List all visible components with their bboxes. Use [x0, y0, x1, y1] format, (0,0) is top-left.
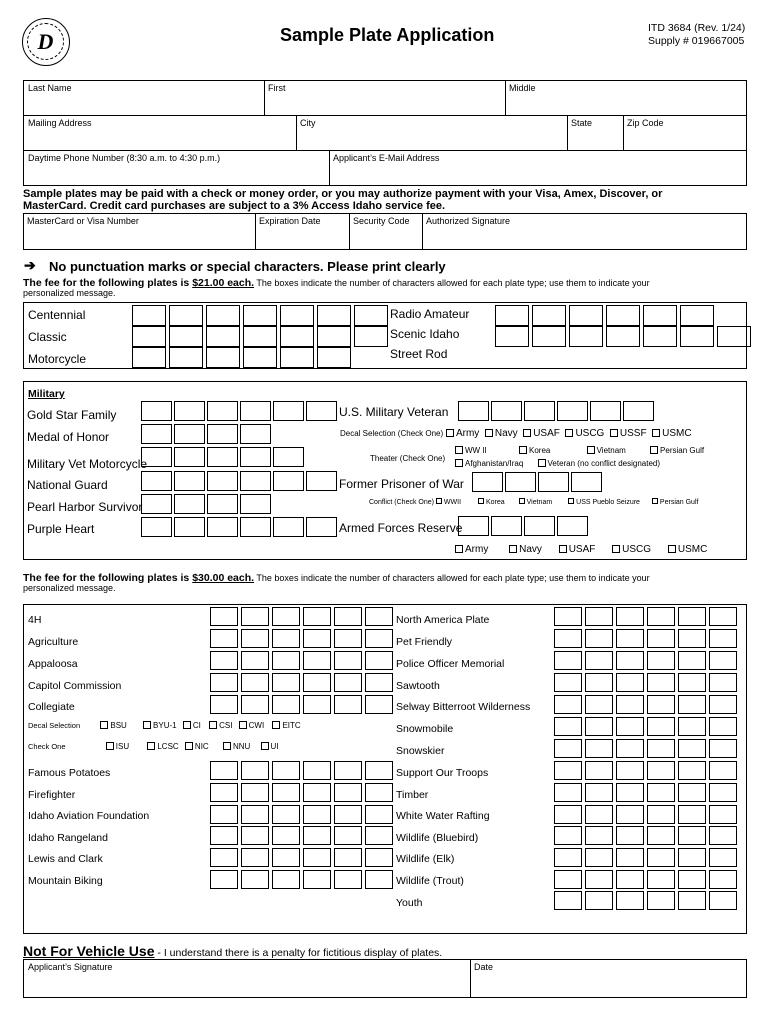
plate-label: Classic: [28, 330, 67, 344]
plate-label: Former Prisoner of War: [339, 477, 464, 491]
centennial-boxes[interactable]: [132, 305, 391, 326]
city-field[interactable]: City: [300, 118, 316, 128]
theater-label: Theater (Check One): [370, 454, 446, 463]
checkbox-nnu[interactable]: NNU: [223, 742, 250, 751]
plate-label: Collegiate: [28, 701, 75, 713]
payment-notice: Sample plates may be paid with a check or money order, or you may authorize payment with your Visa, Amex, Discover, or MasterCard. Credit card purchases are subject to a 3% Access Idaho service fee.: [23, 188, 663, 212]
plate-label: Wildlife (Elk): [396, 853, 455, 865]
motorcycle-boxes[interactable]: [132, 347, 354, 368]
pow-boxes[interactable]: [472, 472, 604, 492]
troops-boxes[interactable]: [554, 761, 740, 780]
plate-label: Timber: [396, 789, 429, 801]
plate-label: Radio Amateur: [390, 307, 470, 321]
checkbox-conflict-persian-gulf[interactable]: Persian Gulf: [652, 499, 699, 506]
form-number: ITD 3684 (Rev. 1/24): [648, 22, 746, 34]
checkbox-vietnam[interactable]: Vietnam: [587, 446, 626, 455]
plate-label: Medal of Honor: [27, 430, 110, 444]
plate-label: Scenic Idaho: [390, 327, 460, 341]
sawtooth-boxes[interactable]: [554, 673, 740, 692]
bluebird-boxes[interactable]: [554, 826, 740, 845]
plate-label: Lewis and Clark: [28, 853, 103, 865]
plate-label: Youth: [396, 897, 423, 909]
checkbox-nic[interactable]: NIC: [185, 742, 209, 751]
phone-field[interactable]: Daytime Phone Number (8:30 a.m. to 4:30 p.m.): [28, 153, 221, 163]
police-boxes[interactable]: [554, 651, 740, 670]
appaloosa-boxes[interactable]: [210, 651, 396, 670]
checkbox-conflict-korea[interactable]: Korea: [478, 499, 505, 506]
rafting-boxes[interactable]: [554, 805, 740, 824]
plate-label: Police Officer Memorial: [396, 658, 505, 670]
checkbox-csi[interactable]: CSI: [209, 721, 232, 730]
date-field[interactable]: Date: [474, 962, 494, 972]
plate-label: 4H: [28, 614, 42, 626]
checkbox-korea[interactable]: Korea: [519, 446, 550, 455]
checkbox-reserve-usaf[interactable]: USAF: [559, 544, 596, 555]
lewis-clark-boxes[interactable]: [210, 848, 396, 867]
checkbox-afghanistan[interactable]: Afghanistan/Iraq: [455, 459, 523, 468]
national-guard-boxes[interactable]: [141, 471, 339, 491]
pearl-harbor-boxes[interactable]: [141, 494, 273, 514]
theater-row1: [455, 446, 704, 455]
fee21-note: The fee for the following plates is $21.00 each. The boxes indicate the number of characters allowed for each plate type; use them to indicate your personalized message.: [23, 277, 650, 298]
selway-boxes[interactable]: [554, 695, 740, 714]
checkbox-conflict-wwii[interactable]: WWII: [436, 499, 461, 506]
collegiate-decal-row: Decal Selection BSU BYU-1 CI CSI CWI EITC: [28, 721, 301, 730]
plate-label: U.S. Military Veteran: [339, 405, 449, 419]
checkbox-reserve-army[interactable]: Army: [455, 544, 488, 555]
conflict-selection: Conflict (Check One) WWII Korea Vietnam USS Pueblo Seizure Persian Gulf: [369, 499, 699, 506]
checkbox-ui[interactable]: UI: [261, 742, 279, 751]
plate-label: Wildlife (Bluebird): [396, 832, 479, 844]
state-field[interactable]: State: [571, 118, 593, 128]
plate-label: Appaloosa: [28, 658, 78, 670]
zip-field[interactable]: Zip Code: [627, 118, 664, 128]
pet-friendly-boxes[interactable]: [554, 629, 740, 648]
first-name-field[interactable]: First: [268, 83, 286, 93]
plate-label: Sawtooth: [396, 680, 440, 692]
plate-label: Mountain Biking: [28, 875, 103, 887]
plate-label: Snowskier: [396, 745, 445, 757]
checkbox-reserve-uscg[interactable]: USCG: [612, 544, 651, 555]
veteran-boxes[interactable]: [458, 401, 656, 421]
checkbox-eitc[interactable]: EITC: [272, 721, 300, 730]
capitol-boxes[interactable]: [210, 673, 396, 692]
not-for-vehicle-use-note: Not For Vehicle Use - I understand there is a penalty for fictitious display of plates.: [23, 943, 443, 959]
card-number-field[interactable]: MasterCard or Visa Number: [27, 216, 139, 226]
firefighter-boxes[interactable]: [210, 783, 396, 802]
radio-amateur-boxes[interactable]: [495, 305, 717, 326]
plate-label: North America Plate: [396, 614, 490, 626]
checkbox-conflict-pueblo[interactable]: USS Pueblo Seizure: [568, 499, 640, 506]
checkbox-army[interactable]: Army: [446, 428, 479, 439]
reserve-boxes[interactable]: [458, 516, 590, 536]
plate-label: Support Our Troops: [396, 767, 489, 779]
snowskier-boxes[interactable]: [554, 739, 740, 758]
checkbox-navy[interactable]: Navy: [485, 428, 518, 439]
plate-label: Famous Potatoes: [28, 767, 111, 779]
timber-boxes[interactable]: [554, 783, 740, 802]
email-field[interactable]: Applicant’s E-Mail Address: [333, 153, 440, 163]
authorized-signature-field[interactable]: Authorized Signature: [426, 216, 511, 226]
plate-label: Wildlife (Trout): [396, 875, 464, 887]
plate-label: White Water Rafting: [396, 810, 490, 822]
trout-boxes[interactable]: [554, 870, 740, 889]
theater-row2: [455, 459, 660, 468]
checkbox-uscg[interactable]: USCG: [565, 428, 604, 439]
applicant-info-box: [23, 80, 747, 186]
checkbox-no-conflict[interactable]: Veteran (no conflict designated): [538, 459, 661, 468]
supply-number: Supply # 019667005: [648, 35, 745, 47]
checkbox-usaf[interactable]: USAF: [523, 428, 560, 439]
snowmobile-boxes[interactable]: [554, 717, 740, 736]
4h-boxes[interactable]: [210, 607, 396, 626]
plate-label: Idaho Rangeland: [28, 832, 108, 844]
potatoes-boxes[interactable]: [210, 761, 396, 780]
checkbox-reserve-usmc[interactable]: USMC: [668, 544, 707, 555]
checkbox-isu[interactable]: ISU: [106, 742, 129, 751]
plate-label: Idaho Aviation Foundation: [28, 810, 150, 822]
plate-label: Agriculture: [28, 636, 79, 648]
arrow-icon: ➔: [24, 257, 36, 273]
checkbox-conflict-vietnam[interactable]: Vietnam: [519, 499, 553, 506]
checkbox-byu[interactable]: BYU-1: [143, 721, 177, 730]
plate-label: National Guard: [27, 478, 108, 492]
checkbox-usmc[interactable]: USMC: [652, 428, 691, 439]
plate-label: Pearl Harbor Survivor: [27, 500, 143, 514]
collegiate-check-row: Check One ISU LCSC NIC NNU UI: [28, 742, 279, 751]
plate-label: Armed Forces Reserve: [339, 521, 463, 535]
expiration-field[interactable]: Expiration Date: [259, 216, 321, 226]
scenic-idaho-boxes[interactable]: [495, 326, 754, 347]
medal-of-honor-boxes[interactable]: [141, 424, 273, 444]
plate-label: Pet Friendly: [396, 636, 453, 648]
middle-name-field[interactable]: Middle: [509, 83, 536, 93]
signature-box: [23, 959, 747, 998]
checkbox-cwi[interactable]: CWI: [239, 721, 265, 730]
checkbox-bsu[interactable]: BSU: [100, 721, 126, 730]
checkbox-ci[interactable]: CI: [183, 721, 201, 730]
plate-label: Motorcycle: [28, 352, 87, 366]
checkbox-ussf[interactable]: USSF: [610, 428, 647, 439]
logo: [22, 18, 70, 66]
plate-label: Capitol Commission: [28, 680, 122, 692]
print-clearly-note: No punctuation marks or special characters. Please print clearly: [49, 259, 446, 274]
rangeland-boxes[interactable]: [210, 826, 396, 845]
gold-star-boxes[interactable]: [141, 401, 339, 421]
plate-label: Street Rod: [390, 347, 448, 361]
checkbox-persian-gulf[interactable]: Persian Gulf: [650, 446, 704, 455]
last-name-field[interactable]: Last Name: [28, 83, 72, 93]
plate-label: Snowmobile: [396, 723, 454, 735]
veteran-decal-selection: Decal Selection (Check One) Army Navy USAF USCG USSF USMC: [340, 428, 692, 439]
classic-boxes[interactable]: [132, 326, 391, 347]
biking-boxes[interactable]: [210, 870, 396, 889]
plate-label: Firefighter: [28, 789, 76, 801]
plate-label: Selway Bitterroot Wilderness: [396, 701, 531, 713]
aviation-boxes[interactable]: [210, 805, 396, 824]
plate-label: Purple Heart: [27, 522, 95, 536]
mailing-address-field[interactable]: Mailing Address: [28, 118, 92, 128]
fee30-note: The fee for the following plates is $30.00 each. The boxes indicate the number of characters allowed for each plate type; use them to indicate your personalized message.: [23, 572, 650, 593]
checkbox-lcsc[interactable]: LCSC: [147, 742, 178, 751]
security-code-field[interactable]: Security Code: [353, 216, 410, 226]
plate-label: Gold Star Family: [27, 408, 117, 422]
purple-heart-boxes[interactable]: [141, 517, 339, 537]
checkbox-reserve-navy[interactable]: Navy: [509, 544, 542, 555]
checkbox-ww2[interactable]: WW II: [455, 446, 487, 455]
military-vet-motorcycle-boxes[interactable]: [141, 447, 306, 467]
plate-label: Military Vet Motorcycle: [27, 457, 148, 471]
elk-boxes[interactable]: [554, 848, 740, 867]
reserve-options: [455, 544, 707, 555]
collegiate-boxes[interactable]: [210, 695, 396, 714]
youth-boxes[interactable]: [554, 891, 740, 910]
north-america-boxes[interactable]: [554, 607, 740, 626]
agriculture-boxes[interactable]: [210, 629, 396, 648]
plate-label: Centennial: [28, 308, 86, 322]
logo-letter: D: [37, 29, 54, 54]
page-title: Sample Plate Application: [280, 25, 495, 45]
applicant-signature-field[interactable]: Applicant’s Signature: [28, 962, 113, 972]
military-heading: Military: [28, 388, 65, 400]
